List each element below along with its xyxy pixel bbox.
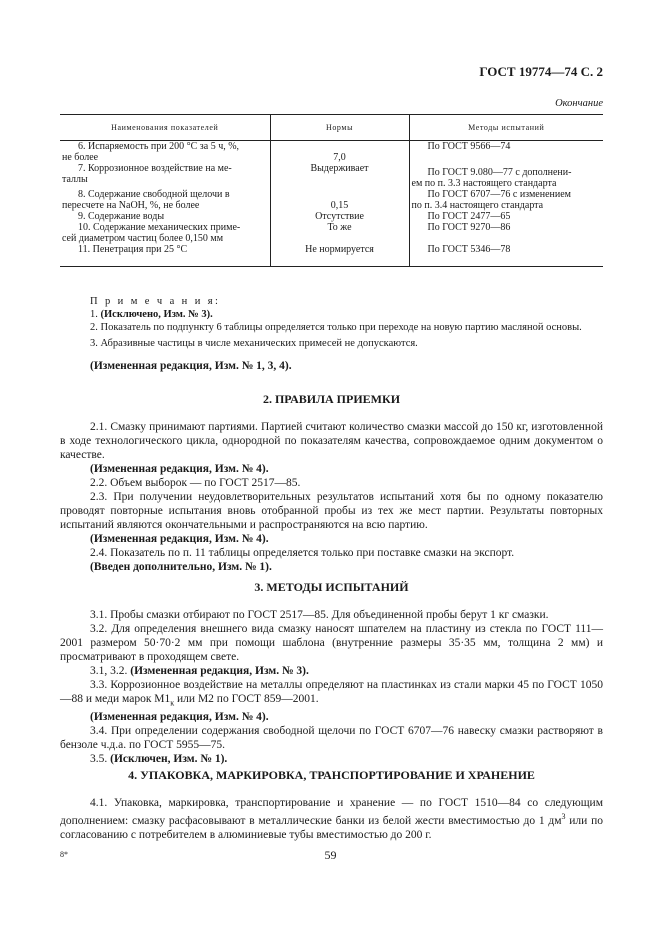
section-2 [60,392,603,574]
section-2-title: 2. ПРАВИЛА ПРИЕМКИ [262,392,401,406]
paragraph-3-1: 3.1. Пробы смазки отбирают по ГОСТ 2517—85. Для объединенной пробы берут 1 кг смазки. [90,609,549,621]
note-1: 1. (Исключено, Изм. № 3). [90,309,213,320]
table-continuation-label: Окончание [555,98,603,109]
row-name-line: 11. Пенетрация при 25 °С [78,244,188,255]
notes-edit-mark: (Измененная редакция, Изм. № 1, 3, 4). [90,360,292,372]
row-name-line: 6. Испаряемость при 200 °С за 5 ч, %, [78,141,240,152]
row-name-line: 7. Коррозионное воздействие на ме- [78,163,232,174]
page-number: 59 [324,848,337,862]
row-norm-line: 7,0 [333,152,346,163]
row-name-line: 9. Содержание воды [78,211,165,222]
paragraph-2-2: 2.2. Объем выборок — по ГОСТ 2517—85. [90,477,301,489]
paragraph-3-2: 3.2. Для определения внешнего вида смазку наносят шпателем на пластину из стекла по ГОСТ 111—2001 размером 50·70·2 мм при помощи шаблона (внутренние размеры 35·35 мм, толщина 2 мм) и просматривают в проходящем свете. [60,623,603,663]
footer-signature-mark: 8* [60,850,68,859]
paragraph-4-1: 4.1. Упаковка, маркировка, транспортирование и хранение — по ГОСТ 1510—84 со следующим дополнением: смазку расфасовывают в металлические банки из белой жести вместимостью до 1 $дм^3$ или по согласованию с потребителем в алюминиевые тубы вместимостью до 200 г. [60,797,603,841]
paragraph-2-1: 2.1. Смазку принимают партиями. Партией считают количество смазки массой до 150 кг, изготовленной в ходе технологического цикла, однородной по показателям качества, сопровождаемое одним документом о качестве. [60,421,603,461]
section-4 [60,768,603,842]
notes-title: П р и м е ч а н и я: [90,296,221,307]
row-norm-line: Не нормируется [305,244,374,255]
edit-mark: (Измененная редакция, Изм. № 4). [90,533,269,545]
column-header-name: Наименования показателей [60,115,270,141]
row-method-line: ем по п. 3.3 настоящего стандарта [411,178,557,189]
table-row [60,189,603,211]
row-name-line: сей диаметром частиц более 0,150 мм [62,233,224,244]
row-method-line: По ГОСТ 9270—86 [427,222,511,233]
column-header-norms: Нормы [270,115,409,141]
paragraph-3-5: 3.5. (Исключен, Изм. № 1). [90,753,228,766]
row-name-line: пересчете на NaOH, %, не более [62,200,200,211]
table-row [60,222,603,244]
note-3: 3. Абразивные частицы в числе механических примесей не допускаются. [90,338,418,349]
row-method-line: По ГОСТ 6707—76 с изменением [427,189,572,200]
document-header: ГОСТ 19774—74 С. 2 [479,64,603,79]
row-norm-line: Выдерживает [310,163,369,174]
table-row [60,244,603,266]
section-4-title: 4. УПАКОВКА, МАРКИРОВКА, ТРАНСПОРТИРОВАНИЕ И ХРАНЕНИЕ [128,768,535,782]
row-norm-line [271,189,409,200]
column-header-methods: Методы испытаний [409,115,603,141]
row-name-line: 8. Содержание свободной щелочи в [78,189,230,200]
edit-mark: (Измененная редакция, Изм. № 4). [90,711,269,724]
row-method-line: По ГОСТ 2477—65 [427,211,511,222]
paragraph-3-4: 3.4. При определении содержания свободной щелочи по ГОСТ 6707—76 навеску смазки растворяют в бензоле ч.д.а. по ГОСТ 5955—75. [60,725,603,752]
row-norm-line: 0,15 [330,200,349,211]
row-method-line: По ГОСТ 9.080—77 с дополнени- [427,167,572,178]
norms-table [60,114,603,267]
table-notes [60,295,603,373]
row-norm-line: То же [327,222,352,233]
row-name-line: 10. Содержание механических приме- [78,222,241,233]
note-2: 2. Показатель по подпункту 6 таблицы определяется только при переходе на новую партию масляной основы. [90,322,582,333]
row-method-line: По ГОСТ 5346—78 [427,244,511,255]
table-row [60,211,603,222]
row-name-line: таллы [62,174,88,185]
row-method-line: По ГОСТ 9566—74 [427,141,511,152]
table-row [60,141,603,164]
edit-mark: 3.1, 3.2. (Измененная редакция, Изм. № 3). [90,665,309,677]
row-norm-line: Отсутствие [315,211,364,222]
edit-mark: (Введен дополнительно, Изм. № 1). [90,561,272,573]
paragraph-2-3: 2.3. При получении неудовлетворительных результатов испытаний хотя бы по одному показателю проводят повторные испытания вновь отобранной пробы из тех же мест партии. Результаты повторных испытаний являются окончательными и распространяются на всю партию. [60,491,603,531]
table-row [60,163,603,189]
row-name-line: не более [62,152,99,163]
section-3 [60,580,603,766]
paragraph-2-4: 2.4. Показатель по п. 11 таблицы определяется только при поставке смазки на экспорт. [90,547,515,559]
section-3-title: 3. МЕТОДЫ ИСПЫТАНИЙ [254,580,409,594]
edit-mark: (Измененная редакция, Изм. № 4). [90,463,269,475]
paragraph-3-3: 3.3. Коррозионное воздействие на металлы определяют на пластинках из стали марки 45 по ГОСТ 1050—88 и меди марок $М1_к$ или М2 по ГОСТ 859—2001. [60,679,603,708]
row-norm-line [271,141,409,152]
row-method-line: по п. 3.4 настоящего стандарта [411,200,544,211]
